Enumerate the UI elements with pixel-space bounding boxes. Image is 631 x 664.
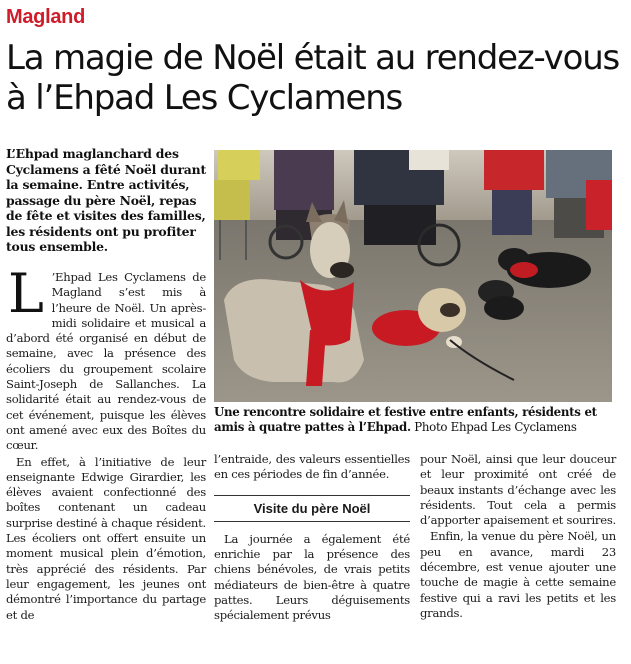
column-left: [6, 262, 206, 623]
caption-text: Une rencontre solidaire et festive entre enfants, résidents et amis à quatre pattes à l’Ehpad.: [214, 405, 597, 435]
article-photo: [214, 150, 612, 402]
paragraph-6: Enfin, la venue du père Noël, un peu en avance, mardi 23 décembre, est venue ajouter une touche de magie à cette semaine festive qui a ravi les petits et les grands.: [420, 529, 616, 620]
headline: La magie de Noël était au rendez-vous à l’Ehpad Les Cyclamens: [6, 38, 620, 118]
column-right: [420, 452, 616, 621]
kicker: Magland: [6, 6, 86, 28]
dropcap: L: [8, 262, 44, 325]
paragraph-2: En effet, à l’initiative de leur enseignante Edwige Girardier, les élèves avaient confectionné des boîtes contenant un cadeau surprise destiné à chaque résident. Les écoliers ont offert ensuite un moment musical plein d’émotion, très apprécié des résidents. Par leur engagement, les jeunes ont démontré l’importance du partage et de: [6, 454, 206, 622]
column-middle: [214, 452, 410, 624]
lead-paragraph: L’Ehpad maglanchard des Cyclamens a fêté Noël durant la semaine. Entre activités, passage du père Noël, repas de fête et visites des familles, les résidents ont pu profiter tous ensemble.: [6, 146, 206, 254]
photo-caption: [214, 405, 614, 436]
paragraph-4: La journée a également été enrichie par la présence des chiens bénévoles, de vrais petits médiateurs de bien-être à quatre pattes. Leurs déguisements spécialement prévus: [214, 531, 410, 623]
paragraph-1-text: ’Ehpad Les Cyclamens de Magland s’est mis à l’heure de Noël. Un après-midi solidaire et musical a d’abord été organisé en début de semaine, avec la présence des écoliers du groupement scolaire Saint-Joseph de Sallanches. La solidarité était au rendez-vous de cet événement, puisque les élèves ont amené avec eux des Boîtes du cœur.: [6, 270, 206, 453]
paragraph-1: [6, 262, 206, 454]
caption-credit: Photo Ehpad Les Cyclamens: [414, 420, 577, 435]
paragraph-3: l’entraide, des valeurs essentielles en ces périodes de fin d’année.: [214, 452, 410, 482]
paragraph-5: pour Noël, ainsi que leur douceur et leur proximité ont créé de beaux instants d’échange avec les résidents. Tout cela a permis d’apporter apaisement et sourires.: [420, 452, 616, 528]
subhead: Visite du père Noël: [214, 495, 410, 522]
